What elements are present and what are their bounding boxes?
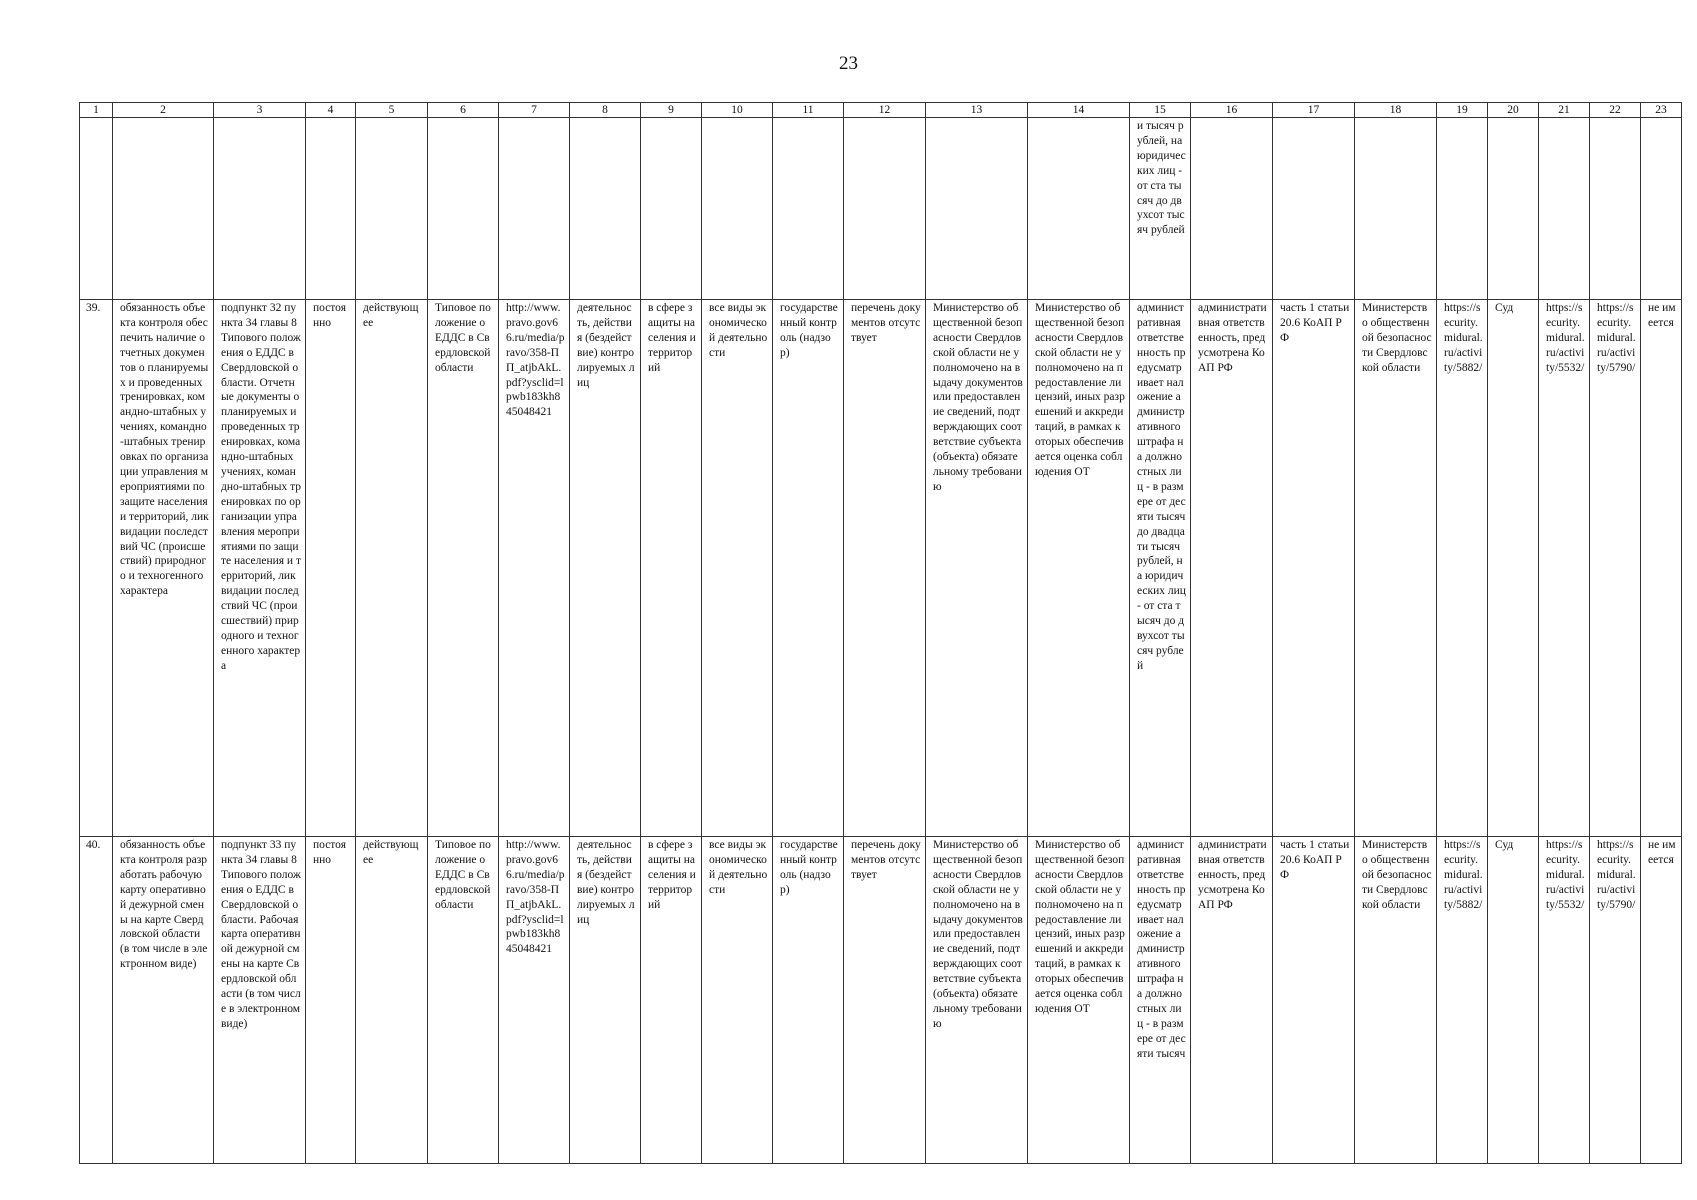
table-cell <box>80 118 113 300</box>
column-number: 10 <box>702 103 773 118</box>
liability-article: часть 1 статьи 20.6 КоАП РФ <box>1273 837 1355 1164</box>
table-cell <box>1191 118 1273 300</box>
column-number: 3 <box>214 103 306 118</box>
requirement-text: обязанность объекта контроля обеспечить наличие отчетных документов о планируемых и проведенных тренировках, командно-штабных учениях, командно-штабных тренировках по организации управления мероприятиями по защите населения и территорий, ликвидации последствий ЧС (происшествий) природного и техногенного характера <box>113 300 214 837</box>
status: действующее <box>356 837 428 1164</box>
column-number: 16 <box>1191 103 1273 118</box>
document-link[interactable]: http://www.pravo.gov66.ru/media/pravo/358-ПП_atjbAkL.pdf?ysclid=lpwb183kh845048421 <box>499 837 570 1164</box>
table-row-continuation <box>80 118 1682 300</box>
control-type: государственный контроль (надзор) <box>773 300 844 837</box>
table-cell <box>926 118 1028 300</box>
column-number: 12 <box>844 103 926 118</box>
document-link[interactable]: http://www.pravo.gov66.ru/media/pravo/358-ПП_atjbAkL.pdf?ysclid=lpwb183kh845048421 <box>499 300 570 837</box>
validity-period: постоянно <box>306 300 356 837</box>
control-object: деятельность, действия (бездействие) контролируемых лиц <box>570 837 641 1164</box>
licenses-info: Министерство общественной безопасности Свердловской области не уполномочено на предоставление лицензий, иных разрешений и аккредитаций, в рамках которых обеспечивается оценка соблюдения ОТ <box>1028 300 1130 837</box>
column-number: 14 <box>1028 103 1130 118</box>
column-number-row <box>80 103 1682 118</box>
column-number: 13 <box>926 103 1028 118</box>
table-cell <box>773 118 844 300</box>
authority-link[interactable]: https://security.midural.ru/activity/5882/ <box>1437 837 1488 1164</box>
column-number: 9 <box>641 103 702 118</box>
checklist-link[interactable]: https://security.midural.ru/activity/5790/ <box>1590 300 1641 837</box>
table-cell <box>214 118 306 300</box>
sanction-text: административная ответственность предусматривает наложение административного штрафа на должностных лиц - в размере от десяти тысяч до двадцати тысяч рублей, на юридических лиц - от ста тысяч до двухсот тысяч рублей <box>1130 300 1191 837</box>
court: Суд <box>1488 300 1539 837</box>
court: Суд <box>1488 837 1539 1164</box>
column-number: 6 <box>428 103 499 118</box>
authority: Министерство общественной безопасности Свердловской области <box>1355 300 1437 837</box>
control-object: деятельность, действия (бездействие) контролируемых лиц <box>570 300 641 837</box>
conformity-documents: Министерство общественной безопасности Свердловской области не уполномочено на выдачу документов или предоставление сведений, подтверждающих соответствие субъекта (объекта) обязательному требованию <box>926 300 1028 837</box>
table-cell <box>702 118 773 300</box>
page-number: 23 <box>839 53 858 74</box>
status: действующее <box>356 300 428 837</box>
table-cell <box>844 118 926 300</box>
column-number: 5 <box>356 103 428 118</box>
documents-list: перечень документов отсутствует <box>844 837 926 1164</box>
notes: не имеется <box>1641 837 1682 1164</box>
requirements-table <box>79 102 1682 1164</box>
guidance-link[interactable]: https://security.midural.ru/activity/5532/ <box>1539 300 1590 837</box>
column-number: 22 <box>1590 103 1641 118</box>
sanction-text: административная ответственность предусматривает наложение административного штрафа на должностных лиц - в размере от десяти тысяч <box>1130 837 1191 1164</box>
column-number: 18 <box>1355 103 1437 118</box>
table-cell <box>1273 118 1355 300</box>
table-cell <box>428 118 499 300</box>
requirement-text: обязанность объекта контроля разработать рабочую карту оперативной дежурной смены на карте Свердловской области (в том числе в электронном виде) <box>113 837 214 1164</box>
row-number: 40. <box>80 837 113 1164</box>
authority-link[interactable]: https://security.midural.ru/activity/5882/ <box>1437 300 1488 837</box>
activity-types: все виды экономической деятельности <box>702 837 773 1164</box>
table-row <box>80 837 1682 1164</box>
column-number: 11 <box>773 103 844 118</box>
column-number: 1 <box>80 103 113 118</box>
guidance-link[interactable]: https://security.midural.ru/activity/5532/ <box>1539 837 1590 1164</box>
table-cell <box>1488 118 1539 300</box>
notes: не имеется <box>1641 300 1682 837</box>
documents-list: перечень документов отсутствует <box>844 300 926 837</box>
sanction-text: и тысяч рублей, на юридических лиц - от ста тысяч до двухсот тысяч рублей <box>1130 118 1191 300</box>
table-cell <box>1641 118 1682 300</box>
column-number: 4 <box>306 103 356 118</box>
sphere: в сфере защиты населения и территорий <box>641 837 702 1164</box>
table-cell <box>499 118 570 300</box>
column-number: 17 <box>1273 103 1355 118</box>
table-row <box>80 300 1682 837</box>
document-name: Типовое положение о ЕДДС в Свердловской области <box>428 300 499 837</box>
table-cell <box>1355 118 1437 300</box>
column-number: 7 <box>499 103 570 118</box>
liability-type: административная ответственность, предусмотрена КоАП РФ <box>1191 300 1273 837</box>
table-cell <box>1437 118 1488 300</box>
liability-article: часть 1 статьи 20.6 КоАП РФ <box>1273 300 1355 837</box>
legal-basis: подпункт 33 пункта 34 главы 8 Типового положения о ЕДДС в Свердловской области. Рабочая карта оперативной дежурной смены на карте Свердловской области (в том числе в электронном виде) <box>214 837 306 1164</box>
table-cell <box>1028 118 1130 300</box>
liability-type: административная ответственность, предусмотрена КоАП РФ <box>1191 837 1273 1164</box>
table-cell <box>570 118 641 300</box>
document-name: Типовое положение о ЕДДС в Свердловской области <box>428 837 499 1164</box>
table-cell <box>306 118 356 300</box>
table-cell <box>1539 118 1590 300</box>
column-number: 20 <box>1488 103 1539 118</box>
legal-basis: подпункт 32 пункта 34 главы 8 Типового положения о ЕДДС в Свердловской области. Отчетные документы о планируемых и проведенных тренировках, командно-штабных учениях, командно-штабных тренировках по организации управления мероприятиями по защите населения и территорий, ликвидации последствий ЧС (происшествий) природного и техногенного характера <box>214 300 306 837</box>
column-number: 15 <box>1130 103 1191 118</box>
activity-types: все виды экономической деятельности <box>702 300 773 837</box>
table-cell <box>641 118 702 300</box>
control-type: государственный контроль (надзор) <box>773 837 844 1164</box>
table-cell <box>1590 118 1641 300</box>
validity-period: постоянно <box>306 837 356 1164</box>
column-number: 21 <box>1539 103 1590 118</box>
checklist-link[interactable]: https://security.midural.ru/activity/5790/ <box>1590 837 1641 1164</box>
authority: Министерство общественной безопасности Свердловской области <box>1355 837 1437 1164</box>
column-number: 19 <box>1437 103 1488 118</box>
table-cell <box>356 118 428 300</box>
column-number: 8 <box>570 103 641 118</box>
licenses-info: Министерство общественной безопасности Свердловской области не уполномочено на предоставление лицензий, иных разрешений и аккредитаций, в рамках которых обеспечивается оценка соблюдения ОТ <box>1028 837 1130 1164</box>
table-cell <box>113 118 214 300</box>
sphere: в сфере защиты населения и территорий <box>641 300 702 837</box>
column-number: 23 <box>1641 103 1682 118</box>
row-number: 39. <box>80 300 113 837</box>
column-number: 2 <box>113 103 214 118</box>
conformity-documents: Министерство общественной безопасности Свердловской области не уполномочено на выдачу документов или предоставление сведений, подтверждающих соответствие субъекта (объекта) обязательному требованию <box>926 837 1028 1164</box>
